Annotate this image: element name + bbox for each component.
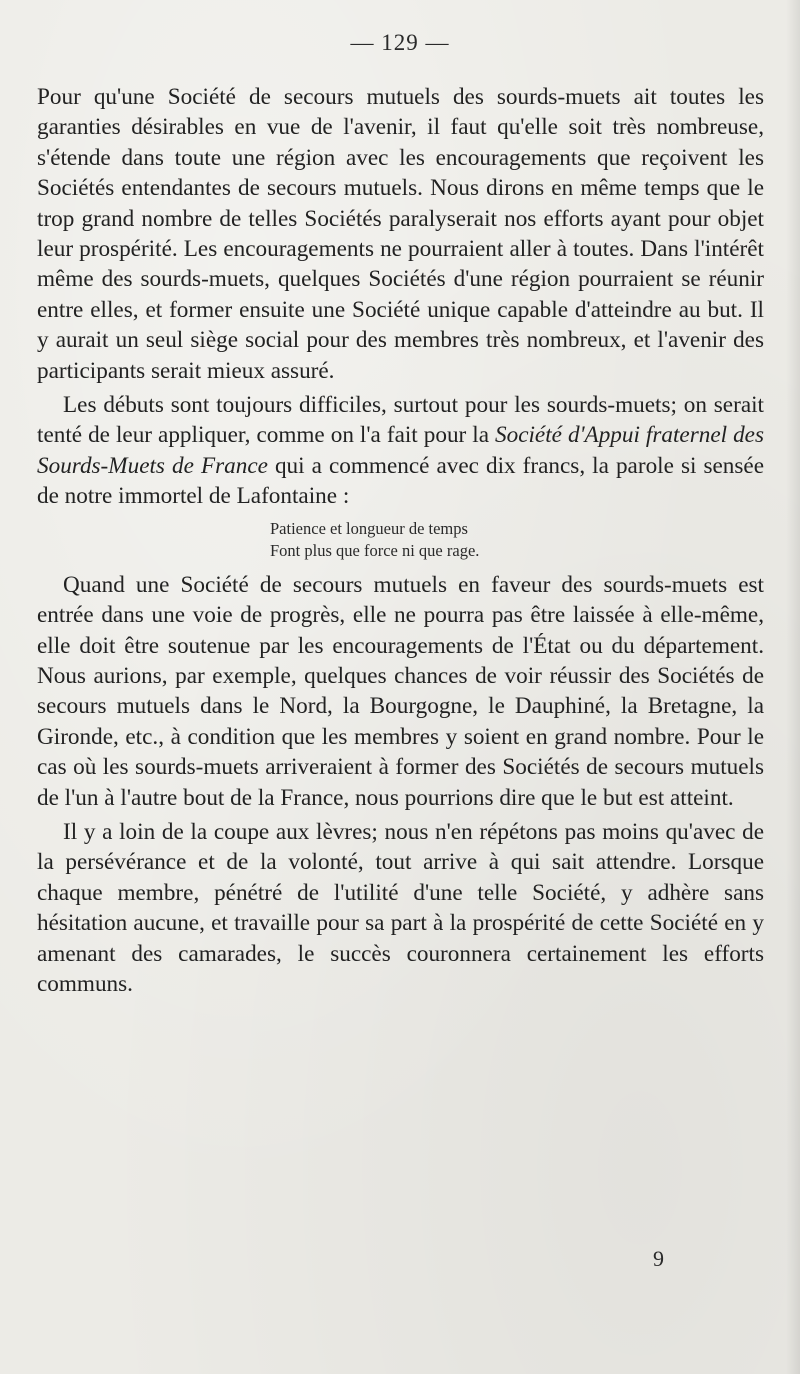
society-name-italic: Société d'Appui fraternel des Sourds-Muets de France [37,422,764,479]
page-edge-shadow [786,0,800,1374]
paragraph-4: Il y a loin de la coupe aux lèvres; nous n'en répétons pas moins qu'avec de la persévérance et de la volonté, tout arrive à qui sait attendre. Lorsque chaque membre, pénétré de l'utilité d'une telle Société, y adhère sans hésitation aucune, et travaille pour sa part à la prospérité de cette Société en y amenant des camarades, le succès couronnera certainement les efforts communs. [37,818,764,997]
body-text [37,82,764,999]
paragraph-3: Quand une Société de secours mutuels en faveur des sourds-muets est entrée dans une voie de progrès, elle ne pourra pas être laissée à elle-même, elle doit être soutenue par les encouragements de l'État ou du département. Nous aurions, par exemple, quelques chances de voir réussir des Sociétés de secours mutuels dans le Nord, la Bourgogne, le Dauphiné, la Bretagne, la Gironde, etc., à condition que les membres y soient en grand nombre. Pour le cas où les sourds-muets arriveraient à former des Sociétés de secours mutuels de l'un à l'autre bout de la France, nous pourrions dire que le but est atteint. [37,571,764,811]
verse-quote [270,518,764,562]
paragraph-2 [37,390,764,512]
paragraph-2-text-a: Les débuts sont toujours difficiles, surtout pour les sourds-muets; on serait tenté de leur appliquer, comme on l'a fait pour la [37,392,764,449]
signature-mark: 9 [653,1246,664,1271]
paragraph-2-text-b: qui a commencé avec dix francs, la parole si sensée de notre immortel de Lafontaine : [37,452,764,510]
verse-line-1: Patience et longueur de temps [270,518,468,538]
page-number-header: — 129 — [350,30,450,55]
verse-line-2: Font plus que force ni que rage. [270,540,480,560]
paragraph-1: Pour qu'une Société de secours mutuels des sourds-muets ait toutes les garanties désirables en vue de l'avenir, il faut qu'elle soit très nombreuse, s'étende dans toute une région avec les encouragements que reçoivent les Sociétés entendantes de secours mutuels. Nous dirons en même temps que le trop grand nombre de telles Sociétés paralyserait nos efforts ayant pour objet leur prospérité. Les encouragements ne pourraient aller à toutes. Dans l'intérêt même des sourds-muets, quelques Sociétés d'une région pourraient se réunir entre elles, et former ensuite une Société unique capable d'atteindre au but. Il y aurait un seul siège social pour des membres très nombreux, et l'avenir des participants serait mieux assuré. [37,84,764,384]
